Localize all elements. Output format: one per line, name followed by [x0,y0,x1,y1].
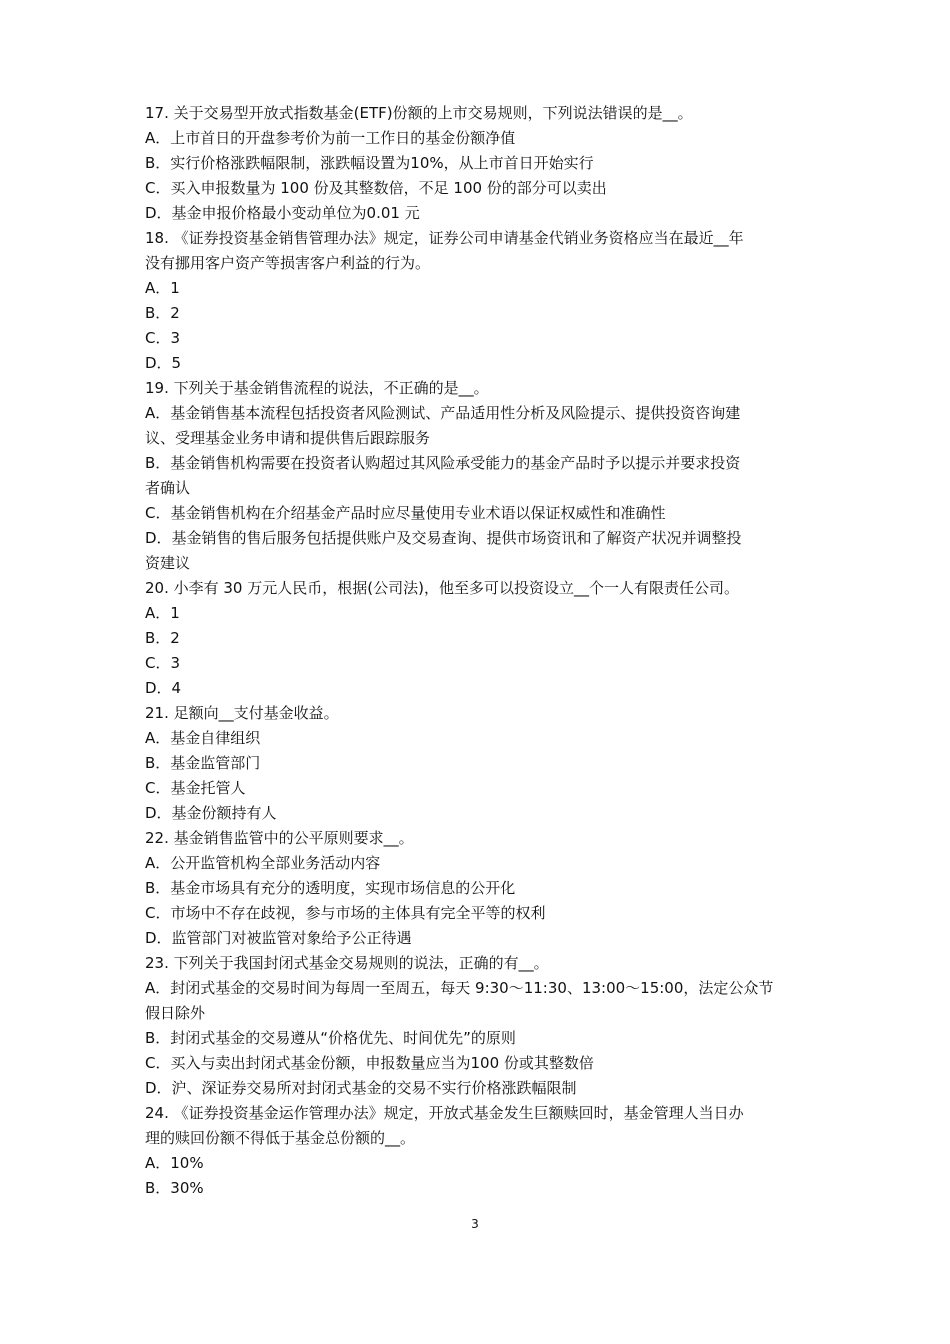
document-body [145,101,817,1201]
question-22-option-b: B．基金市场具有充分的透明度，实现市场信息的公开化 [145,879,516,897]
question-21-option-c: C．基金托管人 [145,779,246,797]
question-24-option-b: B．30% [145,1179,204,1197]
page-number: 3 [471,1217,479,1231]
question-19-option-b-line-1: B．基金销售机构需要在投资者认购超过其风险承受能力的基金产品时予以提示并要求投资 [145,454,741,472]
question-21-stem: 21. 足额向__支付基金收益。 [145,704,339,722]
question-24-stem-line-2: 理的赎回份额不得低于基金总份额的__。 [145,1129,416,1147]
question-18-option-b: B．2 [145,304,180,322]
question-23-option-a-line-1: A．封闭式基金的交易时间为每周一至周五，每天 9:30～11:30、13:00～15:00，法定公众节 [145,979,774,997]
question-20-stem: 20. 小李有 30 万元人民币，根据(公司法)，他至多可以投资设立__个一人有限责任公司。 [145,579,739,597]
question-18-option-c: C．3 [145,329,181,347]
question-21-option-b: B．基金监管部门 [145,754,261,772]
question-22-option-a: A．公开监管机构全部业务活动内容 [145,854,381,872]
question-21-option-d: D．基金份额持有人 [145,804,277,822]
question-17-option-a: A．上市首日的开盘参考价为前一工作日的基金份额净值 [145,129,516,147]
question-23-stem: 23. 下列关于我国封闭式基金交易规则的说法，正确的有__。 [145,954,549,972]
question-24-stem-line-1: 24. 《证券投资基金运作管理办法》规定，开放式基金发生巨额赎回时，基金管理人当日办 [145,1104,744,1122]
question-23-option-c: C．买入与卖出封闭式基金份额，申报数量应当为100 份或其整数倍 [145,1054,594,1072]
question-19-stem: 19. 下列关于基金销售流程的说法，不正确的是__。 [145,379,489,397]
question-22-option-d: D．监管部门对被监管对象给予公正待遇 [145,929,412,947]
question-19-option-a-line-1: A．基金销售基本流程包括投资者风险测试、产品适用性分析及风险提示、提供投资咨询建 [145,404,741,422]
question-20-option-a: A．1 [145,604,180,622]
question-18-option-a: A．1 [145,279,180,297]
question-17-option-d: D．基金申报价格最小变动单位为0.01 元 [145,204,420,222]
question-18-stem-line-2: 没有挪用客户资产等损害客户利益的行为。 [145,254,431,272]
question-17-option-c: C．买入申报数量为 100 份及其整数倍，不足 100 份的部分可以卖出 [145,179,607,197]
question-19-option-d-line-1: D．基金销售的售后服务包括提供账户及交易查询、提供市场资讯和了解资产状况并调整投 [145,529,742,547]
question-20-option-c: C．3 [145,654,181,672]
question-22-option-c: C．市场中不存在歧视，参与市场的主体具有完全平等的权利 [145,904,546,922]
question-19-option-b-line-2: 者确认 [145,479,191,497]
question-20-option-b: B．2 [145,629,180,647]
question-23-option-b: B．封闭式基金的交易遵从“价格优先、时间优先”的原则 [145,1029,516,1047]
question-19-option-a-line-2: 议、受理基金业务申请和提供售后跟踪服务 [145,429,431,447]
question-23-option-d: D．沪、深证券交易所对封闭式基金的交易不实行价格涨跌幅限制 [145,1079,577,1097]
question-23-option-a-line-2: 假日除外 [145,1004,206,1022]
question-19-option-d-line-2: 资建议 [145,554,191,572]
question-18-stem-line-1: 18. 《证券投资基金销售管理办法》规定，证券公司申请基金代销业务资格应当在最近__年 [145,229,744,247]
question-17-option-b: B．实行价格涨跌幅限制，涨跌幅设置为10%，从上市首日开始实行 [145,154,594,172]
question-20-option-d: D．4 [145,679,182,697]
question-24-option-a: A．10% [145,1154,204,1172]
question-18-option-d: D．5 [145,354,182,372]
question-21-option-a: A．基金自律组织 [145,729,261,747]
question-22-stem: 22. 基金销售监管中的公平原则要求__。 [145,829,414,847]
question-17-stem: 17. 关于交易型开放式指数基金(ETF)份额的上市交易规则，下列说法错误的是__。 [145,104,693,122]
question-19-option-c: C．基金销售机构在介绍基金产品时应尽量使用专业术语以保证权威性和准确性 [145,504,666,522]
